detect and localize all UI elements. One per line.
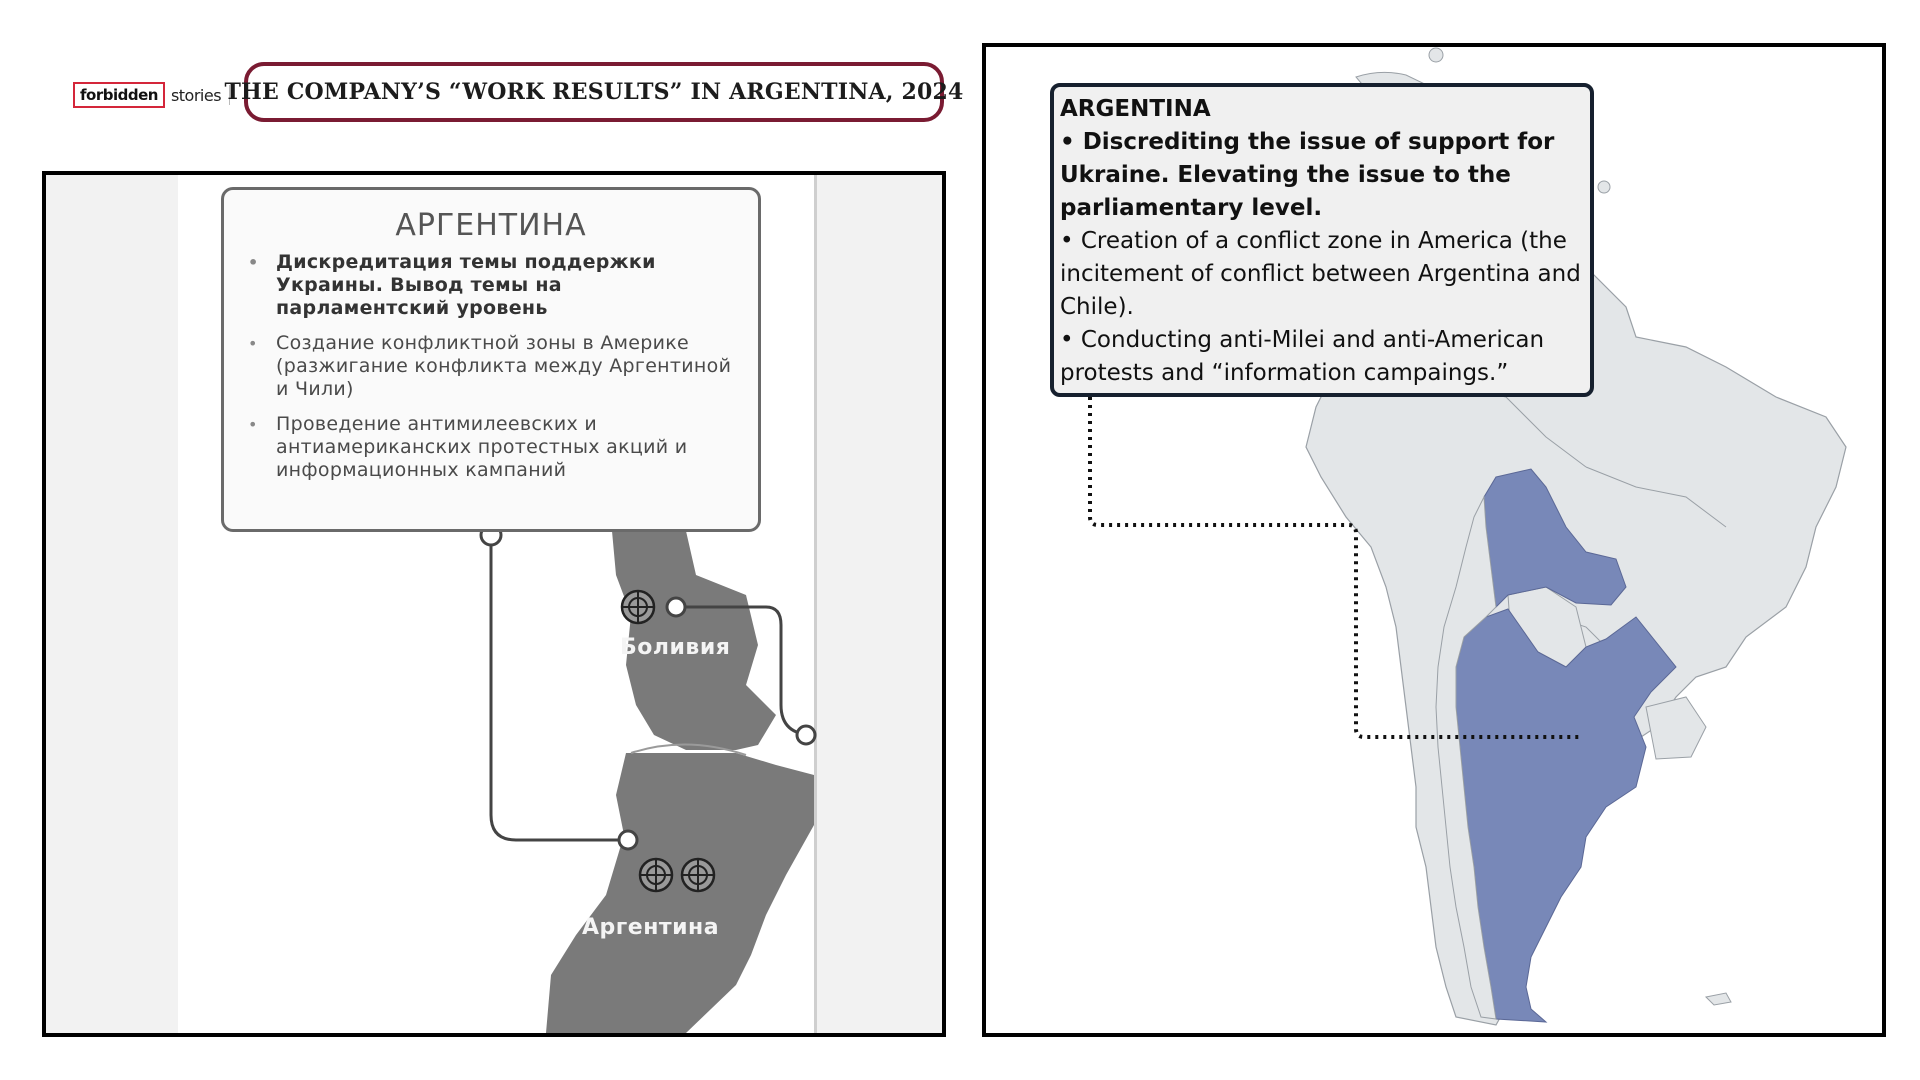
- scan-argentina-shape: [546, 753, 814, 1033]
- forbidden-stories-logo: [73, 82, 230, 108]
- scanned-document-panel: [42, 171, 946, 1037]
- argentina-highlight: [1456, 609, 1676, 1022]
- info-line-1: • Creation of a conflict zone in America (the incitement of conflict between Argentina and Chile).: [1060, 228, 1581, 320]
- crosshair-icon: [640, 859, 672, 891]
- info-bold-line: • Discrediting the issue of support for Ukraine. Elevating the issue to the parliamentary level.: [1060, 129, 1555, 221]
- info-line-2: • Conducting anti-Milei and anti-American protests and “information campaings.”: [1060, 327, 1545, 386]
- info-title: ARGENTINA: [1060, 96, 1211, 122]
- scan-label-argentina: Аргентина: [582, 915, 720, 940]
- scan-item-1: • Дискредитация темы поддержки Украины. Вывод темы на парламентский уровень: [246, 251, 736, 320]
- logo-word-text: stories: [170, 85, 222, 105]
- scan-item-2: • Создание конфликтной зоны в Америке (разжигание конфликта между Аргентиной и Чили): [246, 332, 736, 401]
- scan-label-bolivia: Боливия: [620, 635, 731, 660]
- translation-callout-box: [1050, 83, 1594, 397]
- crosshair-icon: [682, 859, 714, 891]
- scan-item-3: • Проведение антимилеевских и антиамериканских протестных акций и информационных кампаний: [246, 413, 736, 482]
- scan-connector-main: [491, 535, 628, 840]
- title-pill: [224, 62, 964, 122]
- falklands-shape: [1706, 993, 1731, 1005]
- scan-box-title: АРГЕНТИНА: [395, 208, 587, 243]
- scan-callout-box: [221, 187, 761, 532]
- page-title: THE COMPANY’S “WORK RESULTS” IN ARGENTINA, 2024: [224, 79, 964, 105]
- logo-box-text: forbidden: [73, 82, 165, 108]
- uruguay-shape: [1646, 697, 1706, 759]
- crosshair-icon: [622, 591, 654, 623]
- translated-map-panel: [982, 43, 1886, 1037]
